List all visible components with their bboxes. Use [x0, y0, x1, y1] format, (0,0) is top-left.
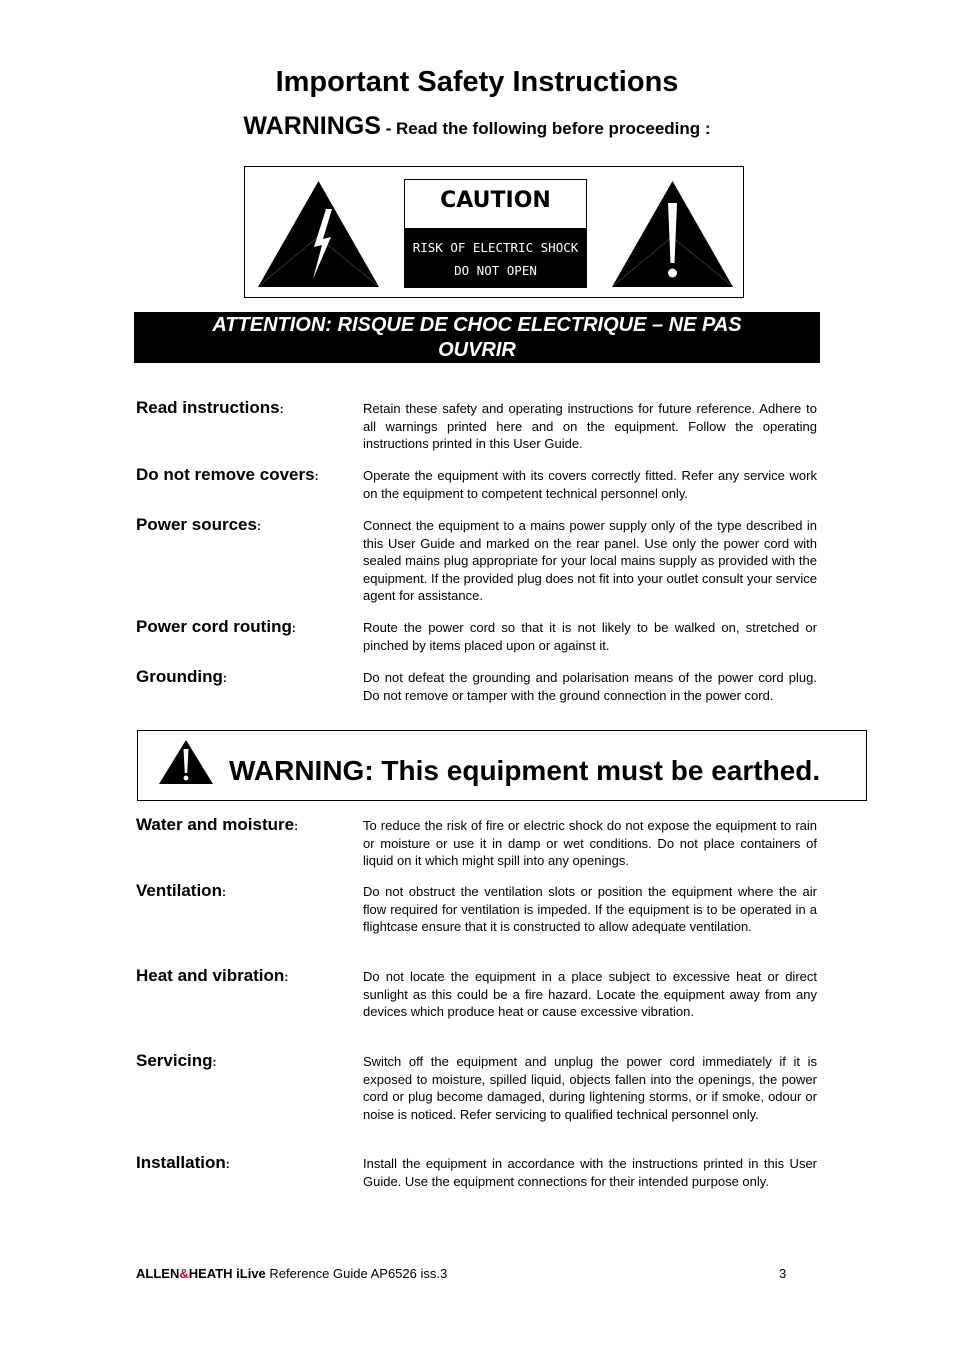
attention-banner: [134, 312, 820, 363]
item-text: Do not locate the equipment in a place subject to excessive heat or direct sunlight as this could be a fire hazard. Locate the equipment away from any devices which produce heat or cause excessive vibration.: [363, 969, 817, 1020]
item-text: To reduce the risk of fire or electric shock do not expose the equipment to rain or moisture or use it in damp or wet conditions. Do not place containers of liquid on it which might spill into any openings.: [363, 818, 817, 869]
item-text: Connect the equipment to a mains power supply only of the type described in this User Guide and marked on the rear panel. Use only the power cord with sealed mains plug appropriate for your local mains supply as provided with the equipment. If the provided plug does not fit into your outlet consult your service agent for assistance.: [363, 518, 817, 604]
earth-warning-box: [137, 730, 867, 801]
warnings-subtitle: [0, 112, 954, 141]
item-label: Ventilation:: [136, 881, 226, 900]
item-label: Power cord routing:: [136, 617, 296, 636]
electric-shock-icon: [256, 179, 381, 289]
item-label: Water and moisture:: [136, 815, 299, 834]
page-title: Important Safety Instructions: [275, 66, 679, 98]
caution-label: [404, 179, 587, 288]
page-number: 3: [779, 1266, 787, 1281]
exclamation-icon: [610, 179, 735, 289]
page-footer: [136, 1266, 447, 1281]
earth-warning-text: WARNING: This equipment must be earthed.: [229, 755, 821, 786]
warnings-label: WARNINGS: [243, 112, 381, 140]
item-text: Do not defeat the grounding and polarisation means of the power cord plug. Do not remove or tamper with the ground connection in the power cord.: [363, 670, 817, 703]
guide-reference: Reference Guide AP6526 iss.3: [269, 1266, 448, 1281]
caution-line-1: RISK OF ELECTRIC SHOCK: [412, 240, 579, 255]
brand-logo: ALLEN&HEATH iLive: [136, 1266, 266, 1281]
item-text: Retain these safety and operating instructions for future reference. Adhere to all warnings printed here and on the equipment. Follow the operating instructions printed in this User Guide.: [363, 401, 817, 452]
caution-heading: CAUTION: [405, 180, 586, 228]
warnings-sub: Read the following before proceeding :: [396, 119, 711, 138]
item-label: Installation:: [136, 1153, 230, 1172]
item-label: Do not remove covers:: [136, 465, 319, 484]
warning-icon: [158, 739, 214, 785]
attention-line-2: OUVRIR: [438, 339, 516, 361]
item-text: Do not obstruct the ventilation slots or position the equipment where the air flow required for ventilation is impeded. If the equipment is to be operated in a flightcase ensure that it is constructed to allow adequate ventilation.: [363, 884, 817, 935]
item-label: Grounding:: [136, 667, 227, 686]
item-label: Read instructions:: [136, 398, 284, 417]
warnings-separator: -: [380, 119, 397, 138]
attention-line-1: ATTENTION: RISQUE DE CHOC ELECTRIQUE – NE PAS: [212, 314, 742, 336]
caution-panel: [244, 166, 744, 298]
item-label: Heat and vibration:: [136, 966, 289, 985]
item-text: Operate the equipment with its covers correctly fitted. Refer any service work on the equipment to competent technical personnel only.: [363, 468, 817, 501]
item-label: Servicing:: [136, 1051, 217, 1070]
caution-subtext: [405, 228, 586, 287]
item-text: Install the equipment in accordance with the instructions printed in this User Guide. Use the equipment connections for their intended purpose only.: [363, 1156, 817, 1189]
item-text: Route the power cord so that it is not likely to be walked on, stretched or pinched by items placed upon or against it.: [363, 620, 817, 653]
item-label: Power sources:: [136, 515, 261, 534]
caution-line-2: DO NOT OPEN: [454, 263, 537, 278]
item-text: Switch off the equipment and unplug the power cord immediately if it is exposed to moisture, spilled liquid, objects fallen into the openings, the power cord or plug become damaged, during lightening storms, or if smoke, odour or noise is noticed. Refer servicing to qualified technical personnel only.: [363, 1054, 817, 1122]
